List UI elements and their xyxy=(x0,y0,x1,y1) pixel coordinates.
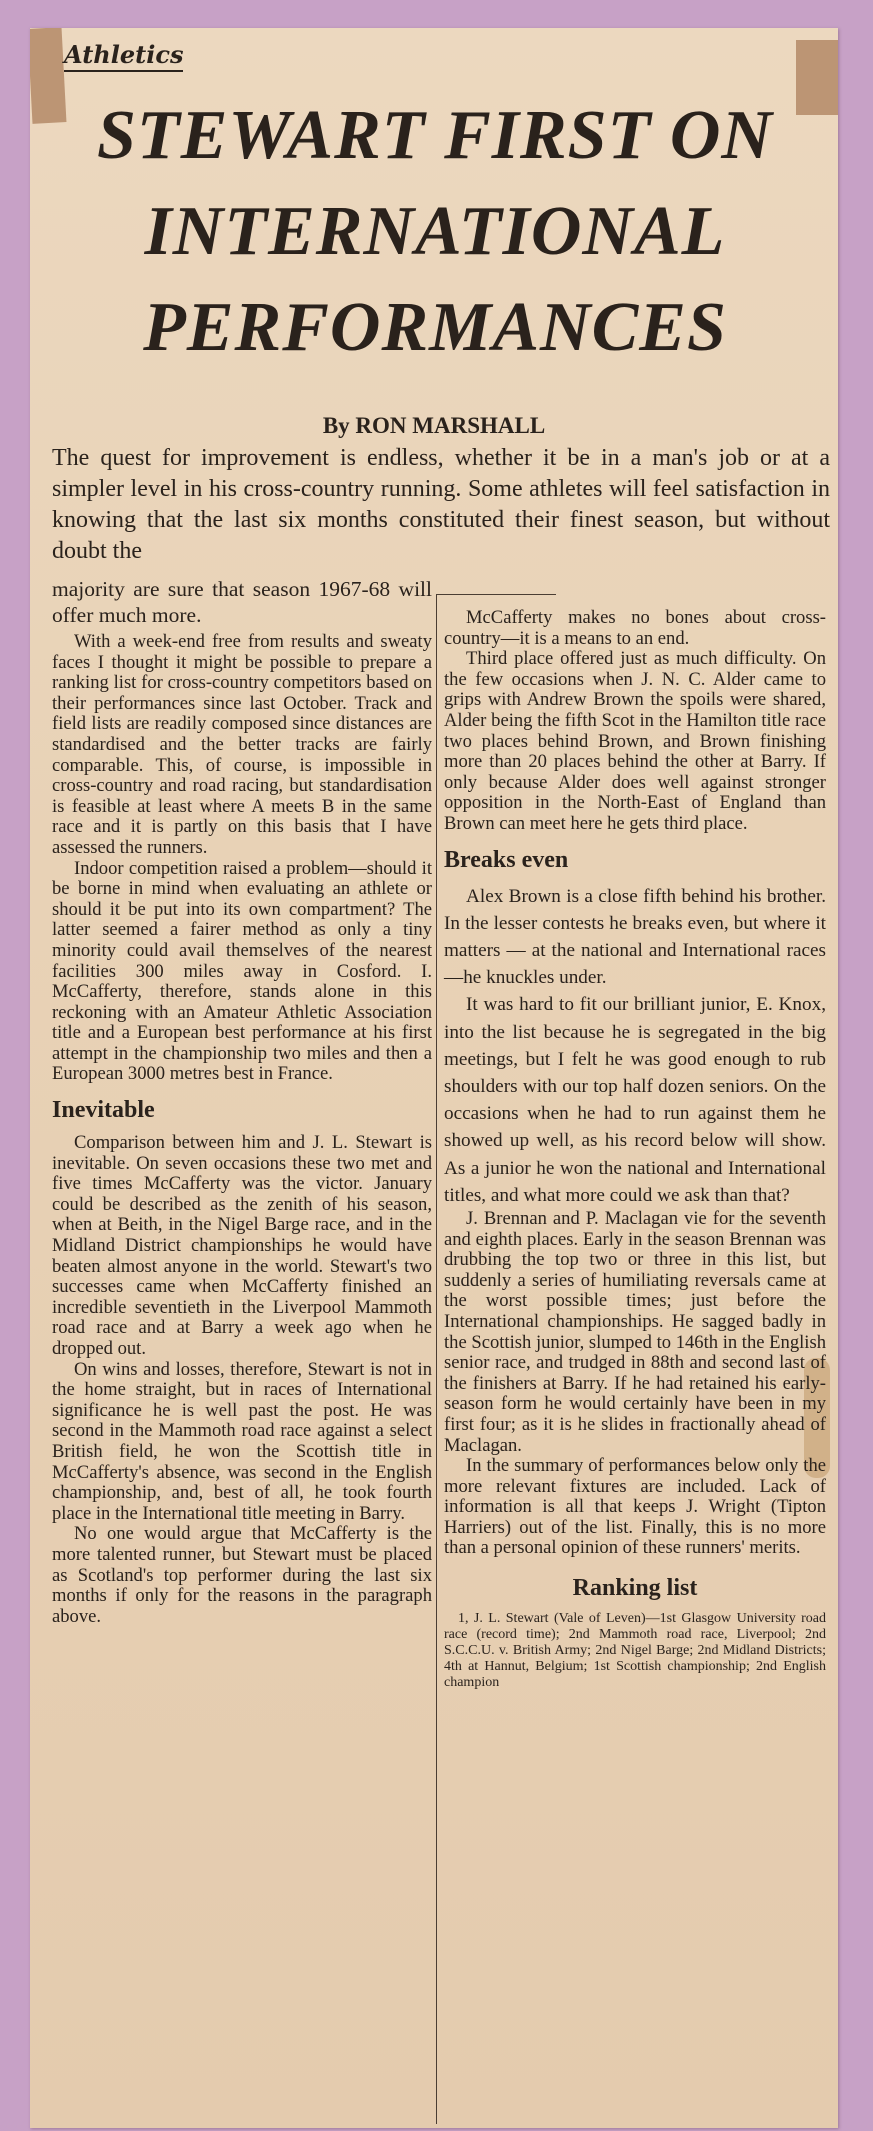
subhead-inevitable: Inevitable xyxy=(52,1097,155,1124)
newspaper-clipping xyxy=(30,28,838,2128)
left-column xyxy=(52,576,432,1627)
left-paragraph-5: No one would argue that McCafferty is the more talented runner, but Stewart must be placed as Scotland's top performer during the last six months if only for the reasons in the paragraph above. xyxy=(52,1523,432,1627)
right-paragraph-6: In the summary of performances below only the more relevant fixtures are included. Lack of information is all that keeps J. Wright (Tipton Harriers) out of the list. Finally, this is no more than a personal opinion of these runners' merits. xyxy=(444,1455,826,1559)
right-paragraph-4: It was hard to fit our brilliant junior, E. Knox, into the list because he is segregated in the big meetings, but I felt he was good enough to rub shoulders with our top half dozen seniors. On the occasions when he had to run against them he showed up well, as his record below will show. As a junior he won the national and International titles, and what more could we ask than that? xyxy=(444,994,826,1206)
right-paragraph-2: Third place offered just as much difficulty. On the few occasions when J. N. C. Alder came to grips with Andrew Brown the spoils were shared, Alder being the fifth Scot in the Hamilton title race two places behind Brown, and Brown finishing more than 20 places behind the other at Barry. If only because Alder does well against stronger opposition in the North-East of England than Brown can meet here he gets third place. xyxy=(444,648,826,834)
left-lead-paragraph: majority are sure that season 1967-68 will offer much more. xyxy=(52,577,432,627)
headline: STEWART FIRST ON INTERNATIONAL PERFORMANCES xyxy=(97,97,773,366)
subhead-breaks-even: Breaks even xyxy=(444,846,569,873)
right-paragraph-5: J. Brennan and P. Maclagan vie for the seventh and eighth places. Early in the season Brennan was drubbing the top two or three in this list, but suddenly a series of humiliating reversals came at the worst possible times; just before the International championships. He sagged badly in the Scottish junior, slumped to 146th in the English senior race, and trudged in 88th and second last of the finishers at Barry. If he had retained his early-season form he would certainly have been in my first four; as it is he slides in fractionally ahead of Maclagan. xyxy=(444,1207,826,1456)
left-paragraph-1: With a week-end free from results and sweaty faces I thought it might be possible to prepare a ranking list for cross-country competitors based on their performances since last October. Track and field lists are readily composed since distances are standardised and the better tracks are fairly comparable. This, of course, is impossible in cross-country and road racing, but standardisation is feasible at least where A meets B in the same race and it is partly on this basis that I have assessed the runners. xyxy=(52,631,432,858)
byline: By RON MARSHALL xyxy=(322,413,546,438)
column-top-rule xyxy=(436,594,556,595)
section-label: Athletics xyxy=(64,40,183,72)
right-paragraph-3: Alex Brown is a close fifth behind his brother. In the lesser contests he breaks even, but where it matters — at the national and International races—he knuckles under. xyxy=(444,885,826,989)
left-paragraph-4: On wins and losses, therefore, Stewart is not in the home straight, but in races of International significance he is well past the post. He was second in the Mammoth road race against a select British field, he won the Scottish title in McCafferty's absence, was second in the English championship, and, best of all, he took fourth place in the International title meeting in Barry. xyxy=(52,1358,432,1524)
column-divider xyxy=(436,594,437,2124)
right-paragraph-1: McCafferty makes no bones about cross-country—it is a means to an end. xyxy=(444,607,826,649)
ranking-entry-1: 1, J. L. Stewart (Vale of Leven)—1st Glasgow University road race (record time); 2nd Mammoth road race, Liverpool; 2nd S.C.C.U. v. British Army; 2nd Nigel Barge; 2nd Midland Districts; 4th at Hannut, Belgium; 1st Scottish championship; 2nd English champion xyxy=(444,1611,826,1691)
subhead-ranking-list: Ranking list xyxy=(572,1575,698,1602)
left-paragraph-2: Indoor competition raised a problem—should it be borne in mind when evaluating an athlete or should it be put into its own compartment? The latter seemed a fairer method as only a tiny minority could avail themselves of the nearest facilities 300 miles away in Cosford. I. McCafferty, therefore, stands alone in this reckoning with an Amateur Athletic Association title and a European best performance at his first attempt in the championship two miles and then a European 3000 metres best in France. xyxy=(52,857,432,1085)
left-paragraph-3: Comparison between him and J. L. Stewart is inevitable. On seven occasions these two met and five times McCafferty was the victor. January could be described as the zenith of his season, when at Beith, in the Nigel Barge race, and in the Midland District championships he would have beaten almost anyone in the world. Stewart's two successes came when McCafferty finished an incredible seventieth in the Liverpool Mammoth road race and at Barry a week ago when he dropped out. xyxy=(52,1132,432,1359)
right-column xyxy=(444,608,826,1691)
intro-paragraph: The quest for improvement is endless, whether it be in a man's job or at a simpler level in his cross-country running. Some athletes will feel satisfaction in knowing that the last six months constituted their finest season, but without doubt the xyxy=(52,445,830,564)
